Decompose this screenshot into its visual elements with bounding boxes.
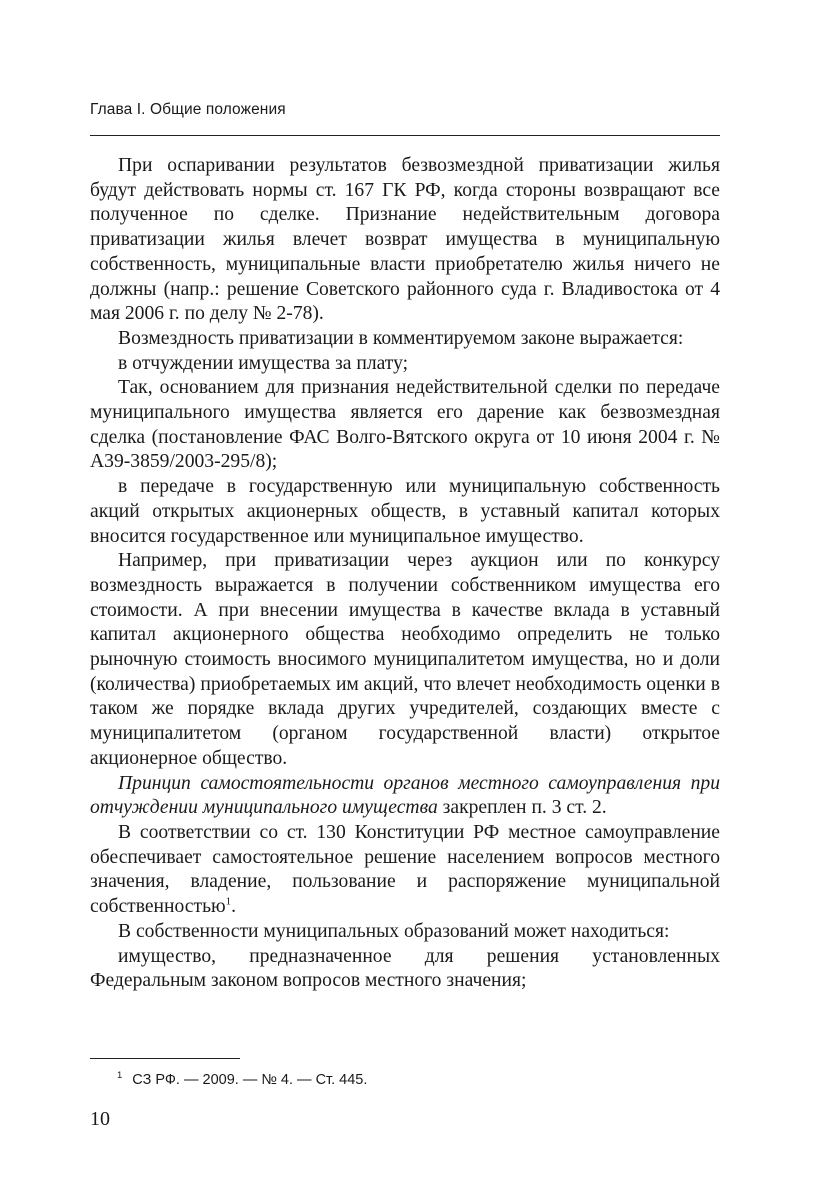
- principle-rest: закреплен п. 3 ст. 2.: [437, 797, 607, 819]
- main-text: [90, 154, 720, 994]
- paragraph-7: [90, 772, 720, 821]
- paragraph-6: Например, при приватизации через аукцион или по конкурсу возмездность выражается в получении собственником имущества его стоимости. А при внесении имущества в качестве вклада в уставный капитал акционерного общества необходимо определить не только рыночную стоимость вносимого муниципалитетом имущества, но и доли (количества) приобретаемых им акций, что влечет необходимость оценки в таком же порядке вклада других учредителей, создающих вместе с муниципалитетом (органом государственной власти) открытое акционерное общество.: [90, 550, 720, 769]
- paragraph-8-text: В соответствии со ст. 130 Конституции РФ местное самоуправление обеспечивает самостоятельное решение населением вопросов местного значения, владение, пользование и распоряжение муниципальной собственностью: [90, 821, 720, 918]
- paragraph-3: в отчуждении имущества за плату;: [118, 352, 409, 374]
- footnote-mark: 1: [117, 1070, 123, 1082]
- paragraph-8-end: .: [231, 896, 237, 918]
- footnote-text: СЗ РФ. — 2009. — № 4. — Ст. 445.: [132, 1072, 368, 1088]
- paragraph-2: Возмездность приватизации в комментируемом законе выражается:: [118, 327, 684, 349]
- paragraph-4: Так, основанием для признания недействительной сделки по передаче муниципального имущества является его дарение как безвозмездная сделка (постановление ФАС Волго-Вятского округа от 10 июня 2004 г. № А39-3859/2003-295/8);: [90, 377, 720, 473]
- paragraph-8: [90, 821, 720, 920]
- footnote-divider: [90, 1058, 240, 1059]
- header-divider: [90, 135, 720, 136]
- principle-italic: Принцип самостоятельности органов местного самоуправления при отчуждении муниципального имущества: [90, 772, 720, 819]
- paragraph-1: При оспаривании результатов безвозмездной приватизации жилья будут действовать нормы ст. 167 ГК РФ, когда стороны возвращают все полученное по сделке. Признание недействительным договора приватизации жилья влечет возврат имущества в муниципальную собственность, муниципальные власти приобретателю жилья ничего не должны (напр.: решение Советского районного суда г. Владивостока от 4 мая 2006 г. по делу № 2-78).: [90, 155, 720, 325]
- paragraph-5: в передаче в государственную или муниципальную собственность акций открытых акционерных обществ, в уставный капитал которых вносится государственное или муниципальное имущество.: [90, 476, 720, 547]
- footnote-reference: 1: [225, 895, 232, 908]
- paragraph-10: имущество, предназначенное для решения установленных Федеральным законом вопросов местного значения;: [90, 945, 720, 992]
- paragraph-9: В собственности муниципальных образований может находиться:: [118, 920, 670, 942]
- page-number: 10: [90, 1108, 110, 1130]
- footnote: [117, 1072, 367, 1088]
- running-header: Глава I. Общие положения: [90, 101, 286, 118]
